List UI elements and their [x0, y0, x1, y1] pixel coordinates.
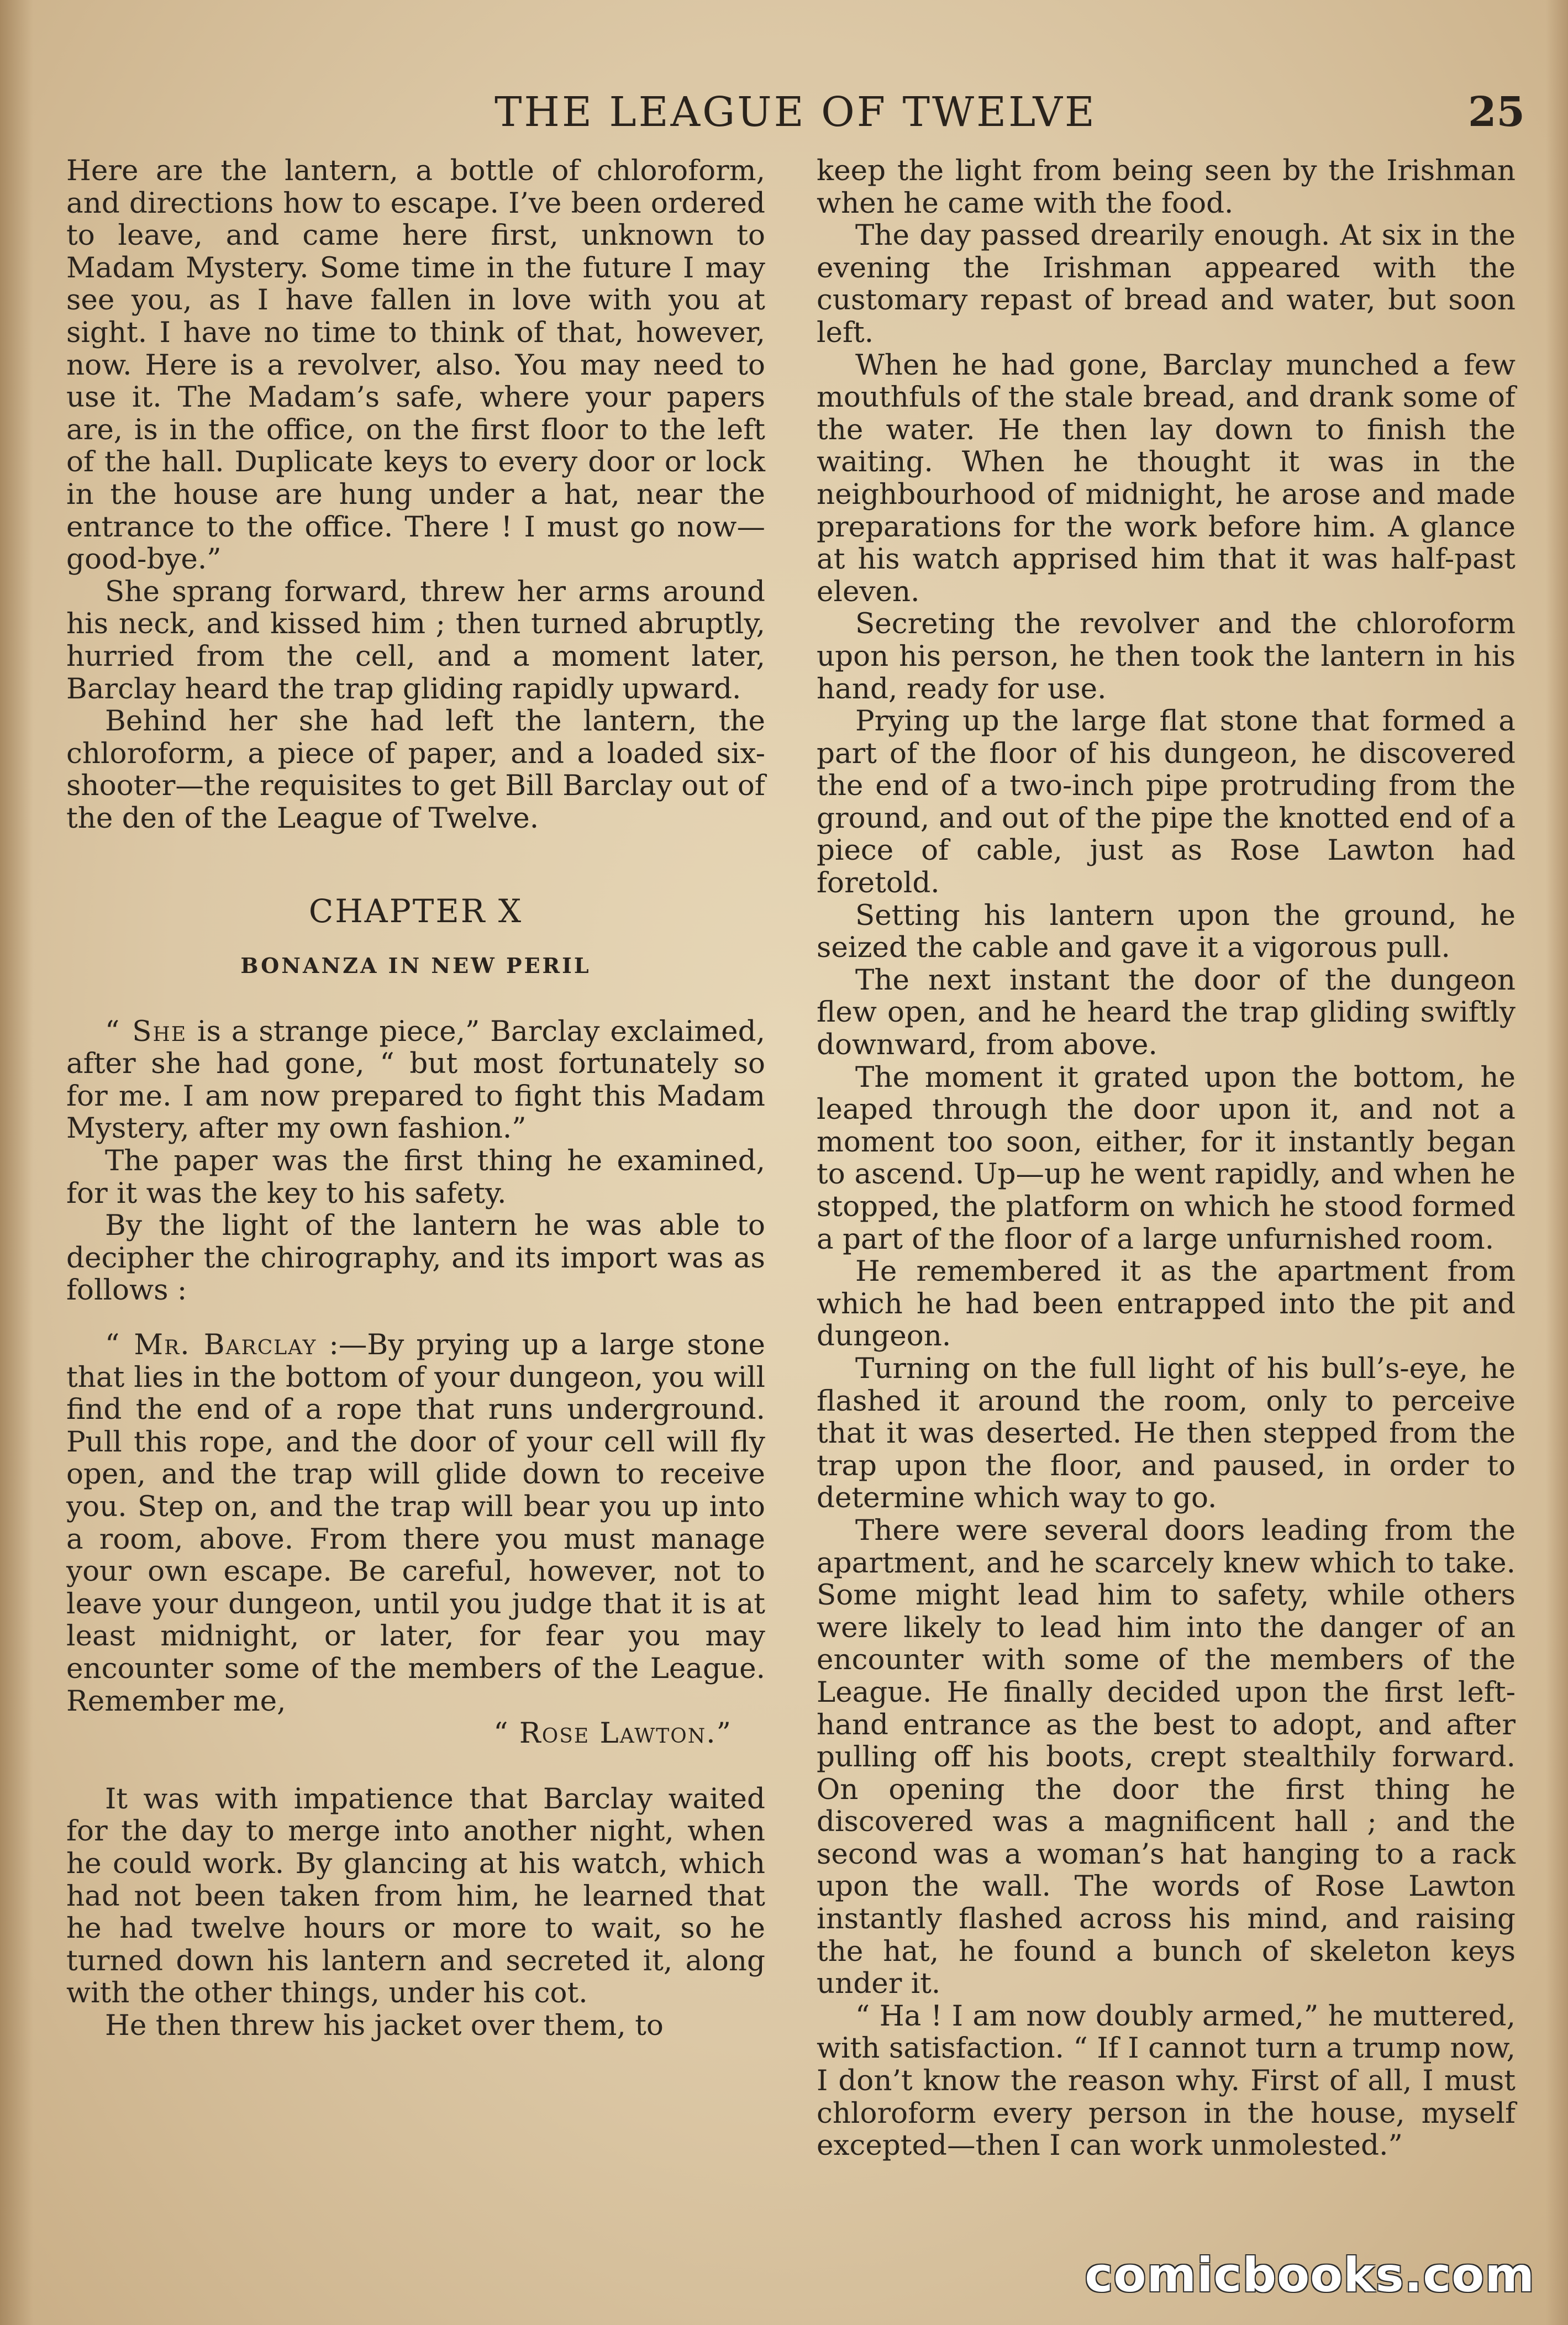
paragraph: When he had gone, Barclay munched a few mouthfuls of the stale bread, and drank some of the water. He then lay down to finish the waiting. When he thought it was in the neighbourhood of midnight, he arose and made preparations for the work before him. A glance at his watch apprised him that it was half-past eleven.	[817, 348, 1516, 608]
running-title: THE LEAGUE OF TWELVE	[494, 88, 1097, 136]
paragraph: By the light of the lantern he was able to decipher the chirography, and its import was as follows :	[66, 1209, 765, 1307]
page-number: 25	[1468, 88, 1525, 136]
paragraph: The paper was the first thing he examined, for it was the key to his safety.	[66, 1144, 765, 1210]
right-column	[817, 155, 1516, 2162]
paragraph: It was with impatience that Barclay waited for the day to merge into another night, when he could work. By glancing at his watch, which had not been taken from him, he learned that he had twelve hours or more to wait, so he turned down his lantern and secreted it, along with the other things, under his cot.	[66, 1782, 765, 2010]
paragraph: She sprang forward, threw her arms around his neck, and kissed him ; then turned abruptly, hurried from the cell, and a moment later, Barclay heard the trap gliding rapidly upward.	[66, 575, 765, 706]
paragraph: Here are the lantern, a bottle of chloroform, and directions how to escape. I’ve been ordered to leave, and came here first, unknown to Madam Mystery. Some time in the future I may see you, as I have fallen in love with you at sight. I have no time to think of that, however, now. Here is a revolver, also. You may need to use it. The Madam’s safe, where your papers are, is in the office, on the first floor to the left of the hall. Duplicate keys to every door or lock in the house are hung under a hat, near the entrance to the office. There ! I must go now—good-bye.”	[66, 154, 765, 576]
paragraph: Turning on the full light of his bull’s-eye, he flashed it around the room, only to perceive that it was deserted. He then stepped from the trap upon the floor, and paused, in order to determine which way to go.	[817, 1351, 1516, 1515]
letter-signature: “ Rose Lawton.”	[493, 1717, 732, 1750]
letter-salutation: “ Mr. Barclay	[105, 1328, 317, 1361]
paragraph	[66, 1016, 765, 1145]
page-shadow-left	[0, 0, 33, 2325]
paragraph: keep the light from being seen by the Irishman when he came with the food.	[817, 154, 1516, 220]
paragraph: He remembered it as the apartment from which he had been entrapped into the pit and dungeon.	[817, 1255, 1516, 1353]
left-column	[66, 155, 765, 2042]
paragraph: Setting his lantern upon the ground, he seized the cable and gave it a vigorous pull.	[817, 898, 1516, 965]
watermark: comicbooks.com	[1085, 2248, 1535, 2303]
paragraph-text: is a strange piece,” Barclay exclaimed, after she had gone, “ but most fortunately so for me. I am now prepared to fight this Madam Mystery, after my own fashion.”	[66, 1014, 765, 1145]
letter-block	[66, 1329, 765, 1750]
paragraph: “ Ha ! I am now doubly armed,” he muttered, with satisfaction. “ If I cannot turn a trump now, I don’t know the reason why. First of all, I must chloroform every person in the house, myself excepted—then I can work unmolested.”	[817, 1999, 1516, 2163]
paragraph: The moment it grated upon the bottom, he leaped through the door upon it, and not a moment too soon, either, for it instantly began to ascend. Up—up he went rapidly, and when he stopped, the platform on which he stood formed a part of the floor of a large unfurnished room.	[817, 1060, 1516, 1256]
page-header	[66, 88, 1525, 149]
paragraph: The next instant the door of the dungeon flew open, and he heard the trap gliding swiftly downward, from above.	[817, 963, 1516, 1062]
paragraph: There were several doors leading from the apartment, and he scarcely knew which to take. Some might lead him to safety, while others were likely to lead him into the danger of an encounter with some of the members of the League. He finally decided upon the first left-hand entrance as the best to adopt, and after pulling off his boots, crept stealthily forward. On opening the door the first thing he discovered was a magnificent hall ; and the second was a woman’s hat hanging to a rack upon the wall. The words of Rose Lawton instantly flashed across his mind, and raising the hat, he found a bunch of skeleton keys under it.	[817, 1513, 1516, 2001]
paragraph: The day passed drearily enough. At six in the evening the Irishman appeared with the customary repast of bread and water, but soon left.	[817, 219, 1516, 349]
page-shadow-right	[1546, 0, 1568, 2325]
paragraph: Prying up the large flat stone that formed a part of the floor of his dungeon, he discovered the end of a two-inch pipe protruding from the ground, and out of the pipe the knotted end of a piece of cable, just as Rose Lawton had foretold.	[817, 704, 1516, 900]
chapter-subtitle: BONANZA IN NEW PERIL	[240, 953, 591, 979]
letter-text: :—By prying up a large stone that lies in the bottom of your dungeon, you will find the end of a rope that runs underground. Pull this rope, and the door of your cell will fly open, and the trap will glide down to receive you. Step on, and the trap will bear you up into a room, above. From there you must manage your own escape. Be careful, however, not to leave your dungeon, until you judge that it is at least midnight, or later, for fear you may encounter some of the members of the League. Remember me,	[66, 1328, 765, 1718]
drop-lead-word: “ She	[105, 1014, 187, 1048]
paragraph: Secreting the revolver and the chloroform upon his person, he then took the lantern in his hand, ready for use.	[817, 607, 1516, 706]
paragraph: He then threw his jacket over them, to	[105, 2008, 664, 2042]
letter-body	[66, 1329, 765, 1717]
paragraph: Behind her she had left the lantern, the chloroform, a piece of paper, and a loaded six-shooter—the requisites to get Bill Barclay out of the den of the League of Twelve.	[66, 704, 765, 835]
chapter-title: CHAPTER X	[308, 892, 523, 930]
